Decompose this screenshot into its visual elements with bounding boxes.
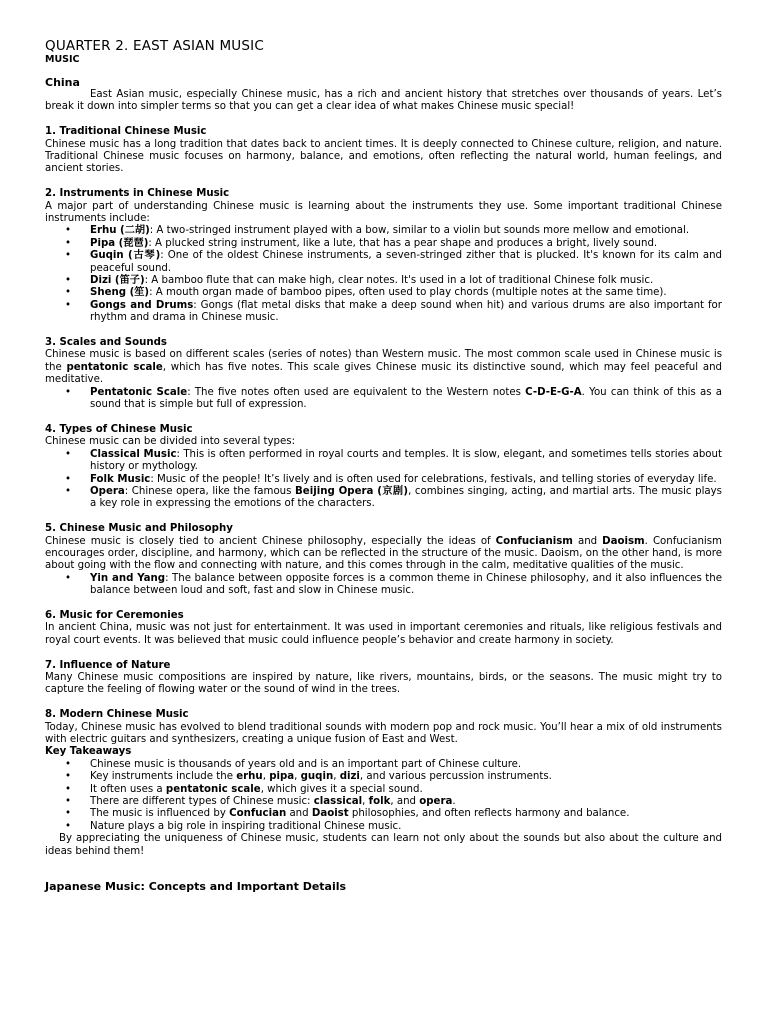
list-item: • Pentatonic Scale: The five notes often used are equivalent to the Western notes C-D-E-G-A. You can think of this as a sound that is simple but full of expression.	[90, 387, 722, 412]
list-item: • Pipa (琵琶): A plucked string instrument, like a lute, that has a pear shape and produces a bright, lively sound.	[90, 238, 722, 250]
list-item: • The music is influenced by Confucian and Daoist philosophies, and often reflects harmony and balance.	[90, 808, 722, 820]
document-title: QUARTER 2. EAST ASIAN MUSIC	[45, 38, 264, 54]
section-2-text: A major part of understanding Chinese music is learning about the instruments they use. Some important traditional Chinese instruments include:	[45, 200, 722, 225]
list-item: • Sheng (笙): A mouth organ made of bamboo pipes, often used to play chords (multiple notes at the same time).	[90, 287, 722, 299]
china-heading: China	[45, 76, 80, 89]
intro-paragraph: East Asian music, especially Chinese music, has a rich and ancient history that stretches over thousands of years. Let’s break it down into simpler terms so that you can get a clear idea of what makes Chinese music special!	[45, 89, 722, 113]
section-7-title: 7. Influence of Nature	[45, 659, 171, 671]
japanese-music-heading: Japanese Music: Concepts and Important Details	[45, 880, 347, 894]
takeaways-list	[45, 759, 722, 833]
section-4-text: Chinese music can be divided into several types:	[45, 436, 296, 448]
section-5-text: Chinese music is closely tied to ancient Chinese philosophy, especially the ideas of Confucianism and Daoism. Confucianism encourages order, discipline, and harmony, which can be reflected in the structure of the music. Daoism, on the other hand, is more about going with the flow and connecting with nature, and this comes through in the calm, meditative qualities of the music.	[45, 535, 722, 572]
document-subtitle: MUSIC	[45, 54, 80, 65]
section-3-title: 3. Scales and Sounds	[45, 337, 167, 349]
list-item: • Dizi (笛子): A bamboo flute that can make high, clear notes. It's used in a lot of traditional Chinese folk music.	[90, 275, 722, 287]
list-item: • Chinese music is thousands of years old and is an important part of Chinese culture.	[90, 759, 722, 771]
section-5-title: 5. Chinese Music and Philosophy	[45, 523, 233, 535]
list-item: • Nature plays a big role in inspiring traditional Chinese music.	[90, 821, 722, 833]
list-item: • Key instruments include the erhu, pipa, guqin, dizi, and various percussion instruments.	[90, 771, 722, 783]
list-item: • Opera: Chinese opera, like the famous Beijing Opera (京剧), combines singing, acting, and martial arts. The music plays a key role in expressing the emotions of the characters.	[90, 486, 722, 511]
section-8-title: 8. Modern Chinese Music	[45, 709, 189, 721]
scale-list	[45, 387, 722, 412]
section-1-text: Chinese music has a long tradition that dates back to ancient times. It is deeply connected to Chinese culture, religion, and nature. Traditional Chinese music focuses on harmony, balance, and emotions, often reflecting the natural world, human feelings, and ancient stories.	[45, 138, 722, 175]
list-item: • It often uses a pentatonic scale, which gives it a special sound.	[90, 784, 722, 796]
list-item: • Classical Music: This is often performed in royal courts and temples. It is slow, elegant, and sometimes tells stories about history or mythology.	[90, 449, 722, 474]
section-6-title: 6. Music for Ceremonies	[45, 609, 184, 621]
section-4-title: 4. Types of Chinese Music	[45, 423, 193, 435]
section-7-text: Many Chinese music compositions are inspired by nature, like rivers, mountains, birds, or the seasons. The music might try to capture the feeling of flowing water or the sound of wind in the trees.	[45, 671, 722, 696]
key-takeaways-title: Key Takeaways	[45, 746, 132, 758]
list-item: • Erhu (二胡): A two-stringed instrument played with a bow, similar to a violin but sounds more mellow and emotional.	[90, 225, 722, 237]
list-item: • Gongs and Drums: Gongs (flat metal disks that make a deep sound when hit) and various drums are also important for rhythm and drama in Chinese music.	[90, 300, 722, 325]
section-1-title: 1. Traditional Chinese Music	[45, 126, 207, 138]
section-3-text: Chinese music is based on different scales (series of notes) than Western music. The most common scale used in Chinese music is the pentatonic scale, which has five notes. This scale gives Chinese music its distinctive sound, which may feel peaceful and meditative.	[45, 349, 722, 386]
section-8-text: Today, Chinese music has evolved to blend traditional sounds with modern pop and rock music. You’ll hear a mix of old instruments with electric guitars and synthesizers, creating a unique fusion of East and West.	[45, 721, 722, 745]
section-6-text: In ancient China, music was not just for entertainment. It was used in important ceremonies and rituals, like religious festivals and royal court events. It was believed that music could influence people’s behavior and create harmony in society.	[45, 622, 722, 646]
section-2-title: 2. Instruments in Chinese Music	[45, 188, 230, 200]
instrument-list	[45, 225, 722, 324]
philosophy-list	[45, 573, 722, 598]
list-item: • Folk Music: Music of the people! It’s lively and is often used for celebrations, festivals, and telling stories of everyday life.	[90, 474, 722, 486]
music-types-list	[45, 449, 722, 511]
list-item: • There are different types of Chinese music: classical, folk, and opera.	[90, 796, 722, 808]
list-item: • Guqin (古琴): One of the oldest Chinese instruments, a seven-stringed zither that is plucked. It's known for its calm and peaceful sound.	[90, 250, 722, 275]
closing-paragraph: By appreciating the uniqueness of Chinese music, students can learn not only about the sounds but also about the culture and ideas behind them!	[45, 833, 722, 857]
list-item: • Yin and Yang: The balance between opposite forces is a common theme in Chinese philosophy, and it also influences the balance between loud and soft, fast and slow in Chinese music.	[90, 573, 722, 598]
